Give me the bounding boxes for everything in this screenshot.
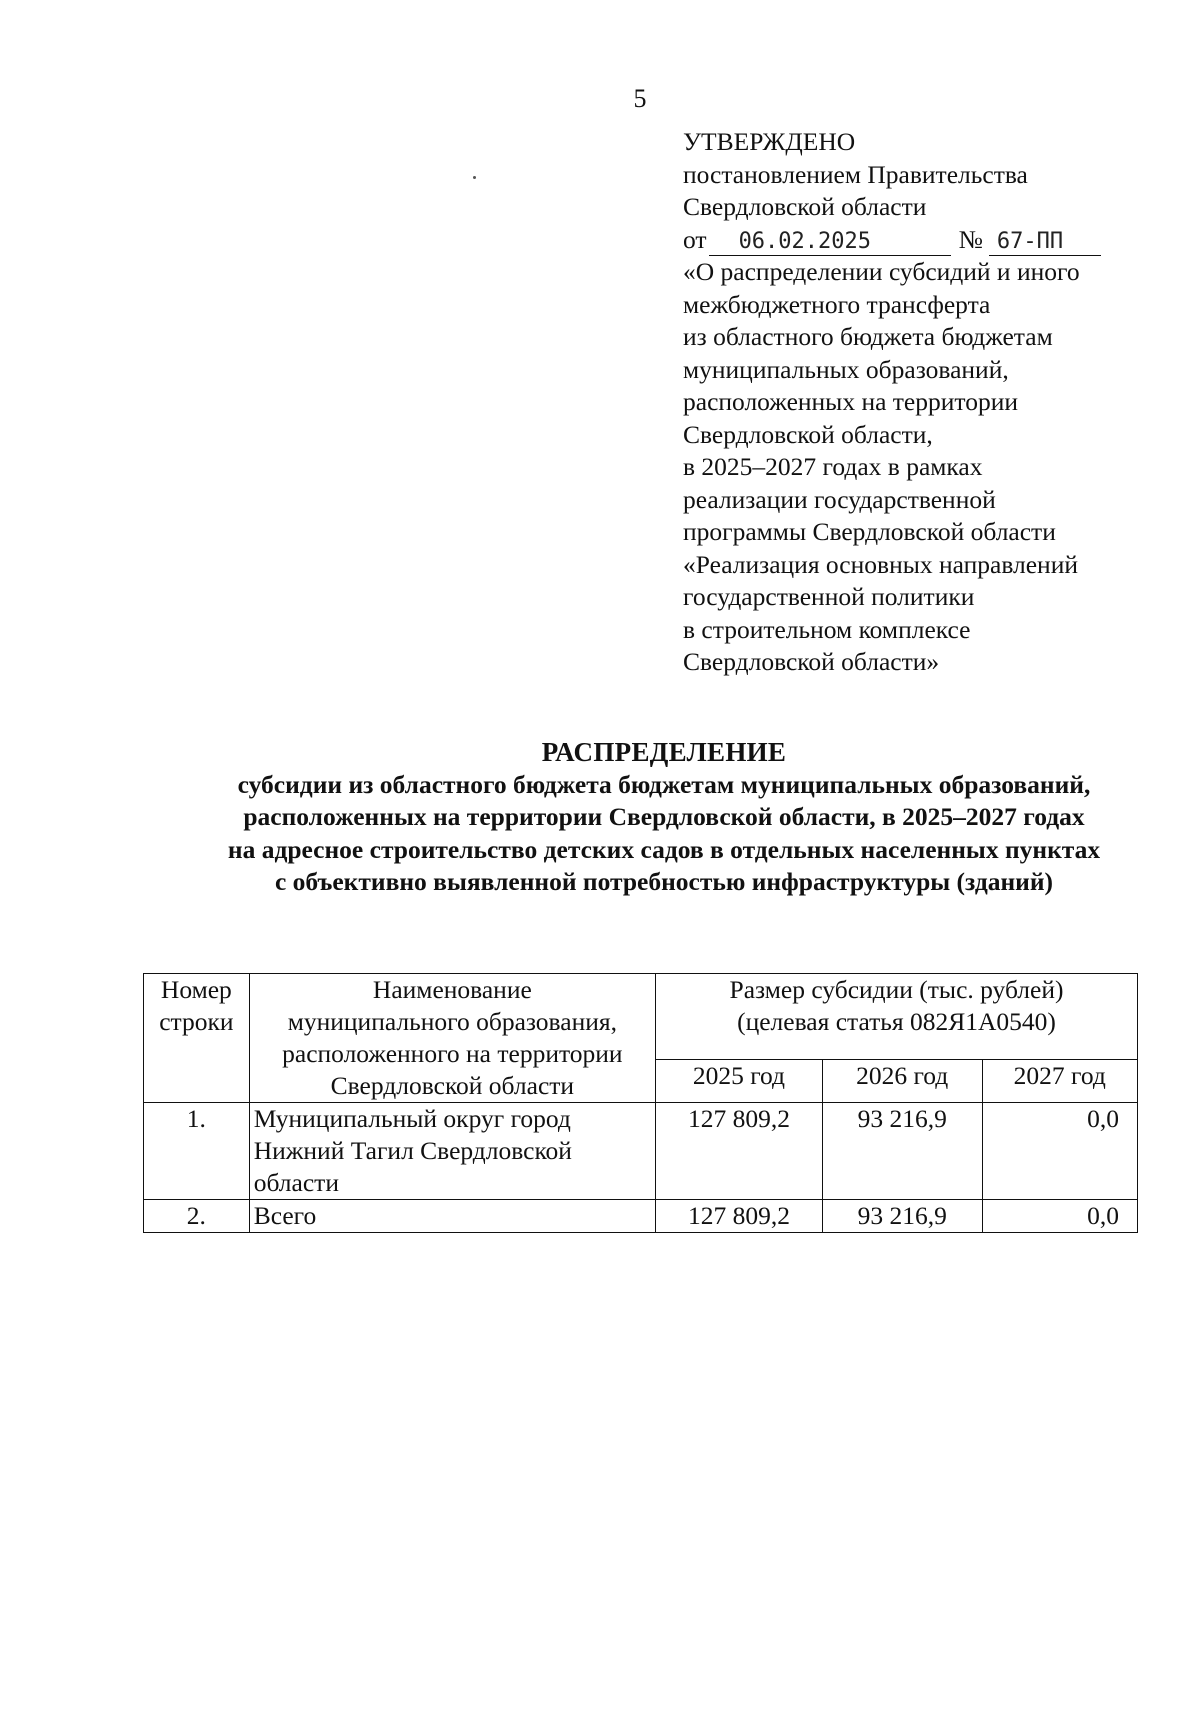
total-2027: 0,0	[982, 1200, 1138, 1233]
approval-subject-line: Свердловской области»	[683, 647, 940, 676]
document-title: РАСПРЕДЕЛЕНИЕ	[541, 737, 787, 767]
approved-heading: УТВЕРЖДЕНО	[683, 127, 856, 156]
table-row-total	[144, 1200, 1138, 1233]
approval-subject-line: из областного бюджета бюджетам	[683, 322, 1053, 351]
document-subtitle-line: расположенных на территории Свердловской области, в 2025–2027 годах	[243, 802, 1085, 831]
date-blank	[709, 229, 951, 256]
approval-line-1: постановлением Правительства	[683, 159, 1028, 189]
header-text: муниципального образования,	[287, 1007, 617, 1036]
approval-subject-line: муниципальных образований,	[683, 354, 1009, 384]
header-year-2025: 2025 год	[656, 1059, 823, 1102]
approval-subject-line: государственной политики	[683, 582, 975, 611]
row-number: 2.	[144, 1200, 250, 1233]
header-text: Наименование	[372, 975, 532, 1004]
document-subtitle-line: на адресное строительство детских садов в отдельных населенных пунктах	[227, 834, 1101, 864]
date-prefix: от	[683, 224, 707, 254]
header-text: Свердловской области	[330, 1071, 575, 1100]
cell-text: Нижний Тагил Свердловской	[253, 1136, 572, 1165]
header-municipality-name	[249, 974, 655, 1103]
document-subtitle-line: с объективно выявленной потребностью инфраструктуры (зданий)	[274, 867, 1054, 896]
subsidy-distribution-table	[143, 973, 1138, 1233]
approval-subject-line: «Реализация основных направлений	[683, 549, 1079, 579]
header-row-number	[144, 974, 250, 1103]
header-year-2026: 2026 год	[822, 1059, 982, 1102]
approval-subject-line: межбюджетного трансферта	[683, 289, 991, 319]
municipality-name	[249, 1103, 655, 1200]
approval-subject-line: «О распределении субсидий и иного	[683, 257, 1080, 286]
total-2026: 93 216,9	[822, 1200, 982, 1233]
total-label: Всего	[249, 1200, 655, 1233]
approval-subject-line: программы Свердловской области	[683, 517, 1056, 546]
header-text: расположенного на территории	[282, 1039, 623, 1068]
table-row	[144, 1103, 1138, 1200]
cell-text: Муниципальный округ город	[253, 1104, 571, 1133]
document-title-block	[0, 736, 1200, 899]
header-text: Размер субсидии (тыс. рублей)	[729, 975, 1064, 1004]
table-header-row	[144, 974, 1138, 1060]
approval-subject-line: в 2025–2027 годах в рамках	[683, 452, 983, 481]
approval-subject-line: расположенных на территории	[683, 387, 1018, 416]
scan-speck	[473, 176, 476, 179]
header-text: строки	[159, 1007, 234, 1036]
subsidy-2026: 93 216,9	[822, 1103, 982, 1200]
document-subtitle-line: субсидии из областного бюджета бюджетам муниципальных образований,	[237, 769, 1091, 799]
header-text: (целевая статья 082Я1А0540)	[737, 1007, 1056, 1036]
number-prefix: №	[958, 224, 983, 254]
subsidy-2025: 127 809,2	[656, 1103, 823, 1200]
approval-subject-line: реализации государственной	[683, 484, 996, 514]
date-value: 06.02.2025	[738, 229, 872, 254]
approval-subject-line: Свердловской области,	[683, 419, 933, 449]
header-year-2027: 2027 год	[982, 1059, 1138, 1102]
cell-text: области	[253, 1168, 339, 1197]
header-text: Номер	[160, 975, 232, 1004]
approval-subject-line: в строительном комплексе	[683, 614, 971, 644]
number-value: 67-ПП	[996, 229, 1064, 254]
row-number: 1.	[144, 1103, 250, 1200]
approval-line-2: Свердловской области	[683, 192, 927, 221]
approval-stamp-block	[683, 126, 1163, 679]
page-number: 5	[633, 84, 647, 113]
subsidy-2027: 0,0	[982, 1103, 1138, 1200]
header-subsidy-amount	[656, 974, 1138, 1060]
total-2025: 127 809,2	[656, 1200, 823, 1233]
number-blank	[989, 229, 1101, 256]
approval-date-line	[683, 224, 1163, 257]
